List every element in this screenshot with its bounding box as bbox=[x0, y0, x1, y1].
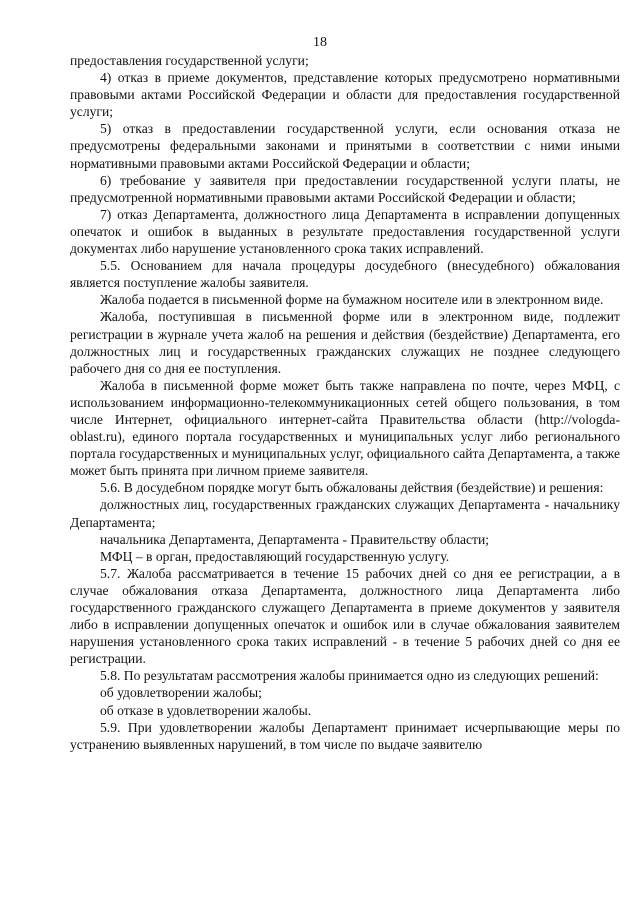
page-number: 18 bbox=[313, 35, 327, 50]
paragraph: Жалоба в письменной форме может быть также направлена по почте, через МФЦ, с использованием информационно-телекоммуникационных сетей общего пользования, в том числе Интернет, официального интернет-сайта Правительства области (http://vologda-oblast.ru), единого портала государственных и муниципальных услуг либо регионального портала государственных и муниципальных услуг, официального сайта Департамента, а также может быть принята при личном приеме заявителя. bbox=[70, 377, 620, 479]
paragraph: 6) требование у заявителя при предоставлении государственной услуги платы, не предусмотренной нормативными правовыми актами Российской Федерации и области; bbox=[70, 172, 620, 205]
paragraph: МФЦ – в орган, предоставляющий государственную услугу. bbox=[100, 548, 450, 564]
paragraph: должностных лиц, государственных гражданских служащих Департамента - начальнику Департамента; bbox=[70, 497, 620, 530]
paragraph: начальника Департамента, Департамента - Правительству области; bbox=[100, 531, 490, 547]
paragraph: 4) отказ в приеме документов, представление которых предусмотрено нормативными правовыми актами Российской Федерации и области для предоставления государственной услуги; bbox=[70, 70, 620, 120]
paragraph: 5.5. Основанием для начала процедуры досудебного (внесудебного) обжалования является поступление жалобы заявителя. bbox=[70, 258, 620, 291]
paragraph: об отказе в удовлетворении жалобы. bbox=[100, 702, 312, 718]
paragraph: Жалоба, поступившая в письменной форме или в электронном виде, подлежит регистрации в журнале учета жалоб на решения и действия (бездействие) Департамента, его должностных лиц и государственных гражданских служащих не позднее следующего рабочего дня со дня ее поступления. bbox=[70, 309, 620, 376]
paragraph: 5.6. В досудебном порядке могут быть обжалованы действия (бездействие) и решения: bbox=[100, 480, 604, 496]
paragraph: предоставления государственной услуги; bbox=[70, 53, 309, 68]
document-body bbox=[70, 52, 620, 753]
paragraph: Жалоба подается в письменной форме на бумажном носителе или в электронном виде. bbox=[100, 292, 604, 308]
paragraph: 5.7. Жалоба рассматривается в течение 15 рабочих дней со дня ее регистрации, а в случае обжалования отказа Департамента, должностного лица Департамента либо государственного гражданского служащего Департамента в приеме документов у заявителя либо в исправлении допущенных опечаток и ошибок или в случае обжалования заявителем нарушения установленного срока таких исправлений - в течение 5 рабочих дней со дня ее регистрации. bbox=[70, 565, 620, 667]
paragraph: 7) отказ Департамента, должностного лица Департамента в исправлении допущенных опечаток и ошибок в выданных в результате предоставления государственной услуги документах либо нарушение установленного срока таких исправлений. bbox=[70, 206, 620, 257]
paragraph: 5.8. По результатам рассмотрения жалобы принимается одно из следующих решений: bbox=[100, 668, 599, 684]
paragraph: 5) отказ в предоставлении государственной услуги, если основания отказа не предусмотрены федеральными законами и принятыми в соответствии с ними иными нормативными правовыми актами Российской Федерации и области; bbox=[70, 121, 620, 171]
paragraph: 5.9. При удовлетворении жалобы Департамент принимает исчерпывающие меры по устранению выявленных нарушений, в том числе по выдаче заявителю bbox=[70, 719, 620, 752]
paragraph: об удовлетворении жалобы; bbox=[100, 685, 262, 701]
